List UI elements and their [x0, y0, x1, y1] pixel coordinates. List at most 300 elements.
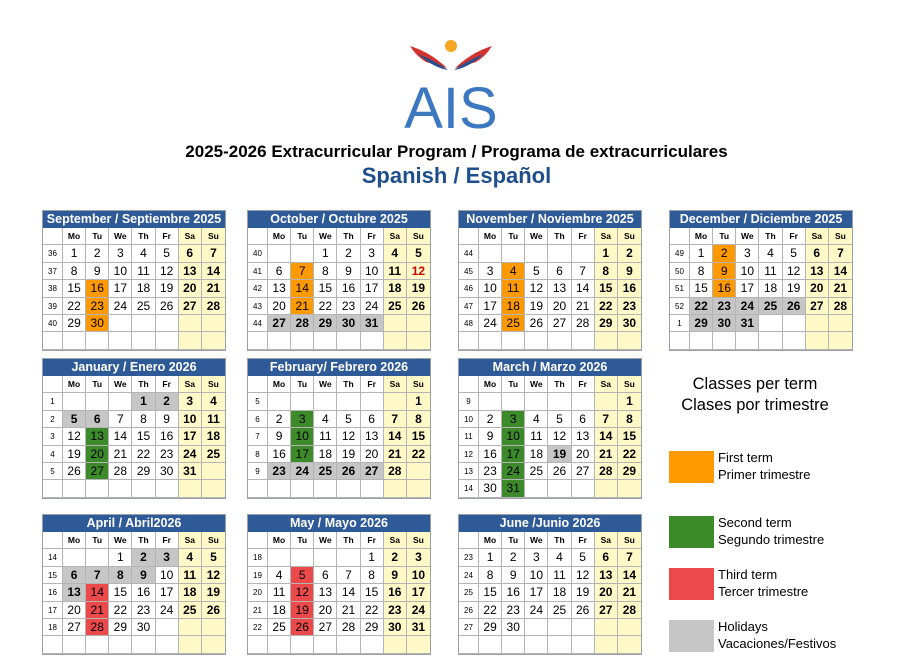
day-cell: 17: [407, 584, 430, 601]
week-number: 37: [43, 263, 63, 280]
day-cell: 21: [572, 298, 595, 315]
page-subtitle: Spanish / Español: [361, 163, 552, 188]
week-number: 43: [248, 298, 268, 315]
day-cell: 6: [314, 567, 337, 584]
day-cell: [109, 315, 132, 332]
week-number: 49: [670, 245, 690, 262]
week-number-header: [248, 532, 268, 549]
day-cell: 16: [132, 584, 155, 601]
day-header: Mo: [268, 532, 291, 549]
day-cell: 10: [109, 263, 132, 280]
day-cell: [291, 245, 314, 262]
day-cell: [337, 480, 360, 497]
day-cell: 3: [361, 245, 384, 262]
day-cell: 28: [829, 298, 852, 315]
day-cell: 21: [337, 602, 360, 619]
week-number: 24: [459, 567, 479, 584]
week-number: 26: [459, 602, 479, 619]
day-cell: 9: [713, 263, 736, 280]
day-cell: 14: [86, 584, 109, 601]
day-cell: [86, 393, 109, 410]
day-header: Fr: [156, 228, 179, 245]
day-cell: 13: [806, 263, 829, 280]
day-cell: 4: [179, 549, 202, 566]
day-cell: [783, 332, 806, 349]
day-cell: 23: [337, 298, 360, 315]
legend-label-es: Segundo trimestre: [718, 532, 825, 547]
week-number: 6: [248, 411, 268, 428]
day-cell: 13: [595, 567, 618, 584]
day-header: Tu: [713, 228, 736, 245]
legend-title-en: Classes per term: [692, 375, 818, 393]
day-cell: [268, 480, 291, 497]
day-cell: [314, 393, 337, 410]
day-cell: [314, 480, 337, 497]
day-cell: [63, 393, 86, 410]
day-cell: [268, 549, 291, 566]
day-header: Th: [548, 228, 571, 245]
day-cell: [690, 332, 713, 349]
day-cell: 24: [525, 602, 548, 619]
day-cell: [407, 636, 430, 653]
day-cell: 12: [202, 567, 225, 584]
day-cell: 6: [86, 411, 109, 428]
day-cell: 7: [384, 411, 407, 428]
day-header: Tu: [86, 228, 109, 245]
week-number: 12: [459, 446, 479, 463]
week-number: 51: [670, 280, 690, 297]
day-cell: 22: [132, 446, 155, 463]
day-cell: [63, 549, 86, 566]
day-header: Su: [202, 376, 225, 393]
day-header: Tu: [291, 376, 314, 393]
day-cell: [109, 480, 132, 497]
day-cell: 12: [291, 584, 314, 601]
day-cell: 29: [595, 315, 618, 332]
day-cell: 28: [202, 298, 225, 315]
day-cell: 21: [618, 584, 641, 601]
day-cell: 24: [179, 446, 202, 463]
day-header: Sa: [806, 228, 829, 245]
day-cell: 28: [384, 463, 407, 480]
day-cell: 6: [595, 549, 618, 566]
day-cell: [291, 480, 314, 497]
day-cell: 22: [690, 298, 713, 315]
day-cell: 3: [407, 549, 430, 566]
day-cell: 27: [595, 602, 618, 619]
week-number: 9: [248, 463, 268, 480]
day-cell: [525, 332, 548, 349]
day-header: Fr: [156, 532, 179, 549]
month-calendar: [458, 358, 642, 499]
day-cell: 9: [86, 263, 109, 280]
day-header: Sa: [595, 532, 618, 549]
day-cell: [479, 636, 502, 653]
day-cell: 1: [109, 549, 132, 566]
day-cell: 20: [314, 602, 337, 619]
day-cell: 12: [407, 263, 430, 280]
day-cell: 11: [502, 280, 525, 297]
day-cell: 8: [407, 411, 430, 428]
day-cell: 9: [479, 428, 502, 445]
legend-swatch-holidays: [669, 620, 714, 652]
day-cell: 5: [63, 411, 86, 428]
day-cell: 10: [736, 263, 759, 280]
week-number: 45: [459, 263, 479, 280]
day-cell: [132, 480, 155, 497]
day-cell: 8: [361, 567, 384, 584]
week-number: 38: [43, 280, 63, 297]
day-cell: 5: [337, 411, 360, 428]
day-cell: 18: [384, 280, 407, 297]
day-cell: [63, 636, 86, 653]
day-cell: 31: [407, 619, 430, 636]
day-cell: 21: [86, 602, 109, 619]
day-cell: 16: [268, 446, 291, 463]
week-number: 48: [459, 315, 479, 332]
week-number: 4: [43, 446, 63, 463]
month-title: September / Septiembre 2025: [43, 211, 225, 228]
day-header: Su: [618, 228, 641, 245]
day-cell: [548, 636, 571, 653]
day-header: Sa: [595, 228, 618, 245]
day-cell: 27: [572, 463, 595, 480]
day-cell: 9: [337, 263, 360, 280]
day-cell: 17: [291, 446, 314, 463]
day-cell: 20: [595, 584, 618, 601]
day-cell: [179, 619, 202, 636]
week-number: [43, 332, 63, 349]
day-cell: 12: [525, 280, 548, 297]
day-cell: [156, 332, 179, 349]
day-header: Th: [132, 228, 155, 245]
week-number: 16: [43, 584, 63, 601]
day-cell: 20: [361, 446, 384, 463]
day-cell: [179, 480, 202, 497]
day-cell: [202, 636, 225, 653]
day-cell: [156, 480, 179, 497]
month-grid: [459, 376, 641, 498]
day-cell: 9: [618, 263, 641, 280]
day-cell: 6: [572, 411, 595, 428]
day-cell: [548, 393, 571, 410]
day-cell: 5: [291, 567, 314, 584]
day-cell: 4: [314, 411, 337, 428]
week-number: [248, 480, 268, 497]
day-cell: [384, 636, 407, 653]
day-header: Tu: [86, 376, 109, 393]
week-number: 18: [248, 549, 268, 566]
day-cell: 18: [132, 280, 155, 297]
week-number-header: [248, 228, 268, 245]
day-cell: 1: [479, 549, 502, 566]
day-cell: 28: [572, 315, 595, 332]
day-cell: 20: [179, 280, 202, 297]
day-cell: 4: [384, 245, 407, 262]
day-cell: 11: [525, 428, 548, 445]
day-cell: [407, 332, 430, 349]
day-cell: [525, 245, 548, 262]
day-cell: 15: [595, 280, 618, 297]
day-cell: 26: [548, 463, 571, 480]
day-cell: 24: [361, 298, 384, 315]
logo-text: AIS: [404, 76, 498, 132]
day-cell: [479, 245, 502, 262]
day-header: Mo: [63, 376, 86, 393]
day-cell: [759, 315, 782, 332]
day-cell: [572, 332, 595, 349]
day-cell: 9: [384, 567, 407, 584]
day-cell: [109, 393, 132, 410]
day-header: Fr: [572, 532, 595, 549]
day-cell: 15: [407, 428, 430, 445]
legend-label-en: Second term: [718, 515, 792, 530]
day-cell: 4: [548, 549, 571, 566]
day-cell: 23: [502, 602, 525, 619]
day-cell: [595, 619, 618, 636]
day-cell: [384, 393, 407, 410]
day-cell: [407, 480, 430, 497]
day-cell: 30: [132, 619, 155, 636]
month-grid: [43, 228, 225, 350]
week-number: 1: [670, 315, 690, 332]
day-cell: 23: [618, 298, 641, 315]
day-cell: 21: [291, 298, 314, 315]
month-title: May / Mayo 2026: [248, 515, 430, 532]
day-cell: [361, 332, 384, 349]
day-cell: 2: [479, 411, 502, 428]
month-title: November / Noviembre 2025: [459, 211, 641, 228]
day-cell: 10: [291, 428, 314, 445]
day-header: Mo: [63, 532, 86, 549]
day-cell: 15: [479, 584, 502, 601]
day-cell: 8: [618, 411, 641, 428]
day-cell: [63, 480, 86, 497]
week-number: 2: [43, 411, 63, 428]
day-cell: 7: [86, 567, 109, 584]
day-cell: [337, 393, 360, 410]
day-cell: 4: [759, 245, 782, 262]
day-cell: 18: [502, 298, 525, 315]
day-cell: [407, 463, 430, 480]
day-cell: 12: [783, 263, 806, 280]
day-cell: 14: [595, 428, 618, 445]
month-title: January / Enero 2026: [43, 359, 225, 376]
day-cell: 2: [502, 549, 525, 566]
week-number: 18: [43, 619, 63, 636]
day-cell: 17: [109, 280, 132, 297]
day-header: Th: [337, 228, 360, 245]
day-cell: 29: [479, 619, 502, 636]
day-cell: [502, 332, 525, 349]
day-cell: 19: [548, 446, 571, 463]
week-number: 40: [43, 315, 63, 332]
day-cell: 20: [86, 446, 109, 463]
day-cell: 26: [525, 315, 548, 332]
day-cell: 17: [361, 280, 384, 297]
day-cell: [759, 332, 782, 349]
day-cell: 15: [132, 428, 155, 445]
day-header: Th: [132, 376, 155, 393]
day-cell: 4: [202, 393, 225, 410]
day-cell: 1: [595, 245, 618, 262]
day-cell: 22: [479, 602, 502, 619]
day-cell: 24: [736, 298, 759, 315]
day-cell: 29: [63, 315, 86, 332]
day-cell: 18: [314, 446, 337, 463]
logo-left-wing-icon: [410, 46, 447, 68]
day-cell: 20: [268, 298, 291, 315]
week-number: 11: [459, 428, 479, 445]
day-cell: 13: [548, 280, 571, 297]
day-cell: 15: [109, 584, 132, 601]
day-header: We: [525, 532, 548, 549]
day-header: Th: [548, 532, 571, 549]
day-cell: 25: [759, 298, 782, 315]
day-header: Tu: [502, 532, 525, 549]
day-cell: 14: [291, 280, 314, 297]
day-cell: 5: [548, 411, 571, 428]
month-title: June /Junio 2026: [459, 515, 641, 532]
day-cell: [314, 332, 337, 349]
day-cell: 16: [384, 584, 407, 601]
day-cell: 26: [572, 602, 595, 619]
day-cell: 24: [407, 602, 430, 619]
day-cell: [86, 636, 109, 653]
week-number: 44: [248, 315, 268, 332]
logo-sun-icon: [445, 40, 457, 52]
day-cell: 30: [618, 315, 641, 332]
day-cell: 5: [783, 245, 806, 262]
day-cell: 1: [132, 393, 155, 410]
legend-title-es: Clases por trimestre: [681, 396, 829, 414]
day-cell: 21: [384, 446, 407, 463]
day-cell: 5: [525, 263, 548, 280]
day-cell: 11: [132, 263, 155, 280]
week-number: [670, 332, 690, 349]
day-cell: 12: [572, 567, 595, 584]
day-cell: 7: [337, 567, 360, 584]
day-cell: [202, 619, 225, 636]
day-cell: 28: [86, 619, 109, 636]
day-cell: 11: [202, 411, 225, 428]
day-header: Fr: [361, 532, 384, 549]
month-calendar: [458, 514, 642, 655]
day-cell: 25: [268, 619, 291, 636]
day-cell: 27: [548, 315, 571, 332]
day-header: Th: [548, 376, 571, 393]
day-cell: [314, 636, 337, 653]
week-number: 42: [248, 280, 268, 297]
day-cell: [86, 480, 109, 497]
day-cell: [829, 315, 852, 332]
month-grid: [248, 532, 430, 654]
day-cell: 1: [407, 393, 430, 410]
day-cell: 20: [572, 446, 595, 463]
day-cell: 16: [479, 446, 502, 463]
day-header: Fr: [361, 376, 384, 393]
day-cell: 20: [548, 298, 571, 315]
week-number: 47: [459, 298, 479, 315]
day-cell: 22: [314, 298, 337, 315]
day-header: Fr: [572, 376, 595, 393]
week-number: 3: [43, 428, 63, 445]
day-header: We: [314, 228, 337, 245]
day-cell: 14: [618, 567, 641, 584]
week-number: 40: [248, 245, 268, 262]
day-cell: 3: [479, 263, 502, 280]
day-cell: 3: [109, 245, 132, 262]
day-cell: 24: [156, 602, 179, 619]
day-cell: 17: [525, 584, 548, 601]
day-cell: 5: [572, 549, 595, 566]
week-number: [248, 636, 268, 653]
day-header: Fr: [572, 228, 595, 245]
day-cell: [86, 332, 109, 349]
day-cell: [361, 636, 384, 653]
day-header: Tu: [502, 376, 525, 393]
day-cell: [291, 332, 314, 349]
day-cell: 10: [479, 280, 502, 297]
day-cell: 25: [548, 602, 571, 619]
day-cell: [202, 315, 225, 332]
day-cell: [548, 619, 571, 636]
day-cell: 26: [783, 298, 806, 315]
day-cell: [384, 480, 407, 497]
day-cell: 6: [63, 567, 86, 584]
day-cell: 1: [618, 393, 641, 410]
day-cell: 30: [384, 619, 407, 636]
week-number: 21: [248, 602, 268, 619]
day-header: Su: [202, 532, 225, 549]
day-cell: [829, 332, 852, 349]
day-cell: 10: [156, 567, 179, 584]
day-cell: [502, 636, 525, 653]
week-number: [248, 332, 268, 349]
month-calendar: [42, 358, 226, 499]
day-cell: 24: [109, 298, 132, 315]
day-header: Tu: [291, 532, 314, 549]
day-cell: [384, 332, 407, 349]
day-cell: 16: [337, 280, 360, 297]
week-number: 17: [43, 602, 63, 619]
day-cell: 30: [502, 619, 525, 636]
day-cell: 8: [690, 263, 713, 280]
week-number: 20: [248, 584, 268, 601]
day-cell: 26: [337, 463, 360, 480]
month-title: February/ Febrero 2026: [248, 359, 430, 376]
week-number: 5: [248, 393, 268, 410]
week-number: 13: [459, 463, 479, 480]
day-header: Sa: [384, 228, 407, 245]
day-cell: 15: [690, 280, 713, 297]
day-cell: 21: [595, 446, 618, 463]
day-cell: 13: [63, 584, 86, 601]
week-number: 50: [670, 263, 690, 280]
day-cell: 2: [86, 245, 109, 262]
day-cell: 13: [86, 428, 109, 445]
day-cell: 17: [479, 298, 502, 315]
legend-swatch-first-term: [669, 451, 714, 483]
day-cell: 28: [618, 602, 641, 619]
day-cell: [806, 332, 829, 349]
day-cell: [548, 245, 571, 262]
day-cell: 30: [86, 315, 109, 332]
week-number: [459, 636, 479, 653]
day-cell: [525, 480, 548, 497]
day-cell: 18: [179, 584, 202, 601]
day-cell: [618, 480, 641, 497]
